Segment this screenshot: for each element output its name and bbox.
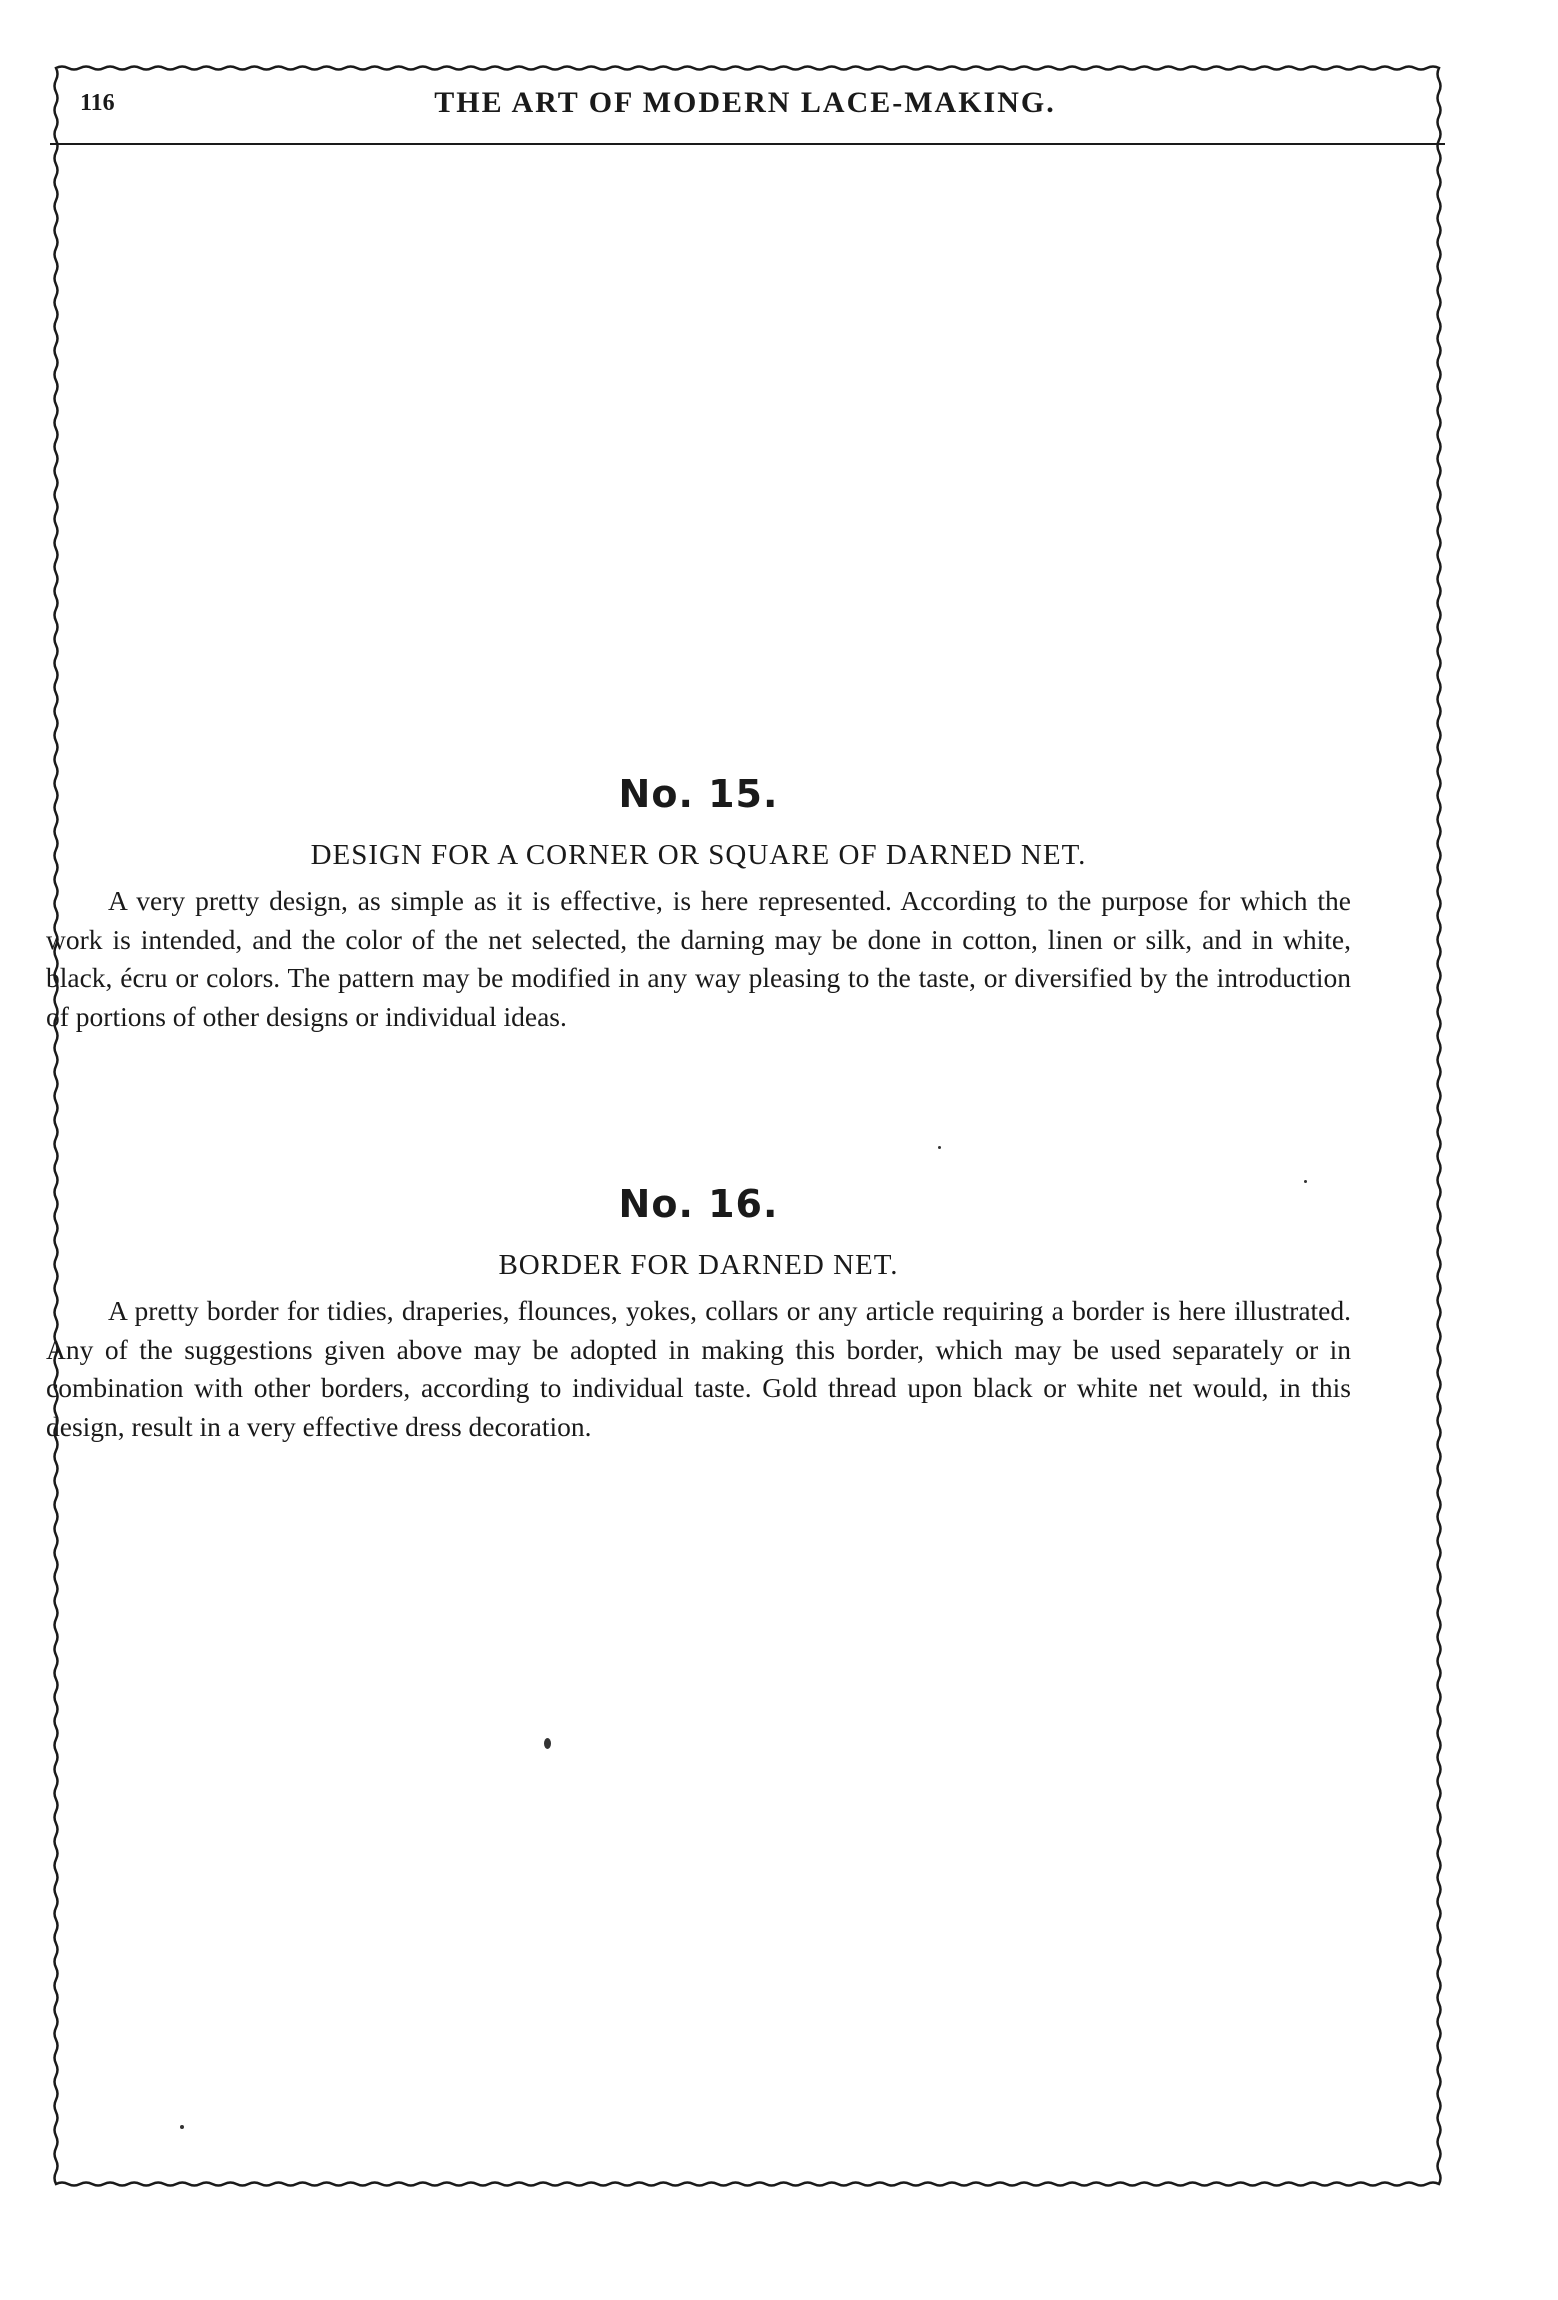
header-rule [50, 143, 1445, 145]
section-number: No. 16. [618, 1182, 779, 1226]
section-body: A pretty border for tidies, draperies, flounces, yokes, collars or any article requiring a border is here illustrated. Any of the suggestions given above may be adopted in making this border, which may be used separately or in combination with other borders, according to individual taste. Gold thread upon black or white net would, in this design, result in a very effective dress decoration. [46, 1295, 1351, 1442]
ink-speck [938, 1146, 941, 1149]
ink-speck [544, 1738, 551, 1749]
section-number: No. 15. [618, 772, 779, 816]
section-no-16 [46, 1180, 1351, 1446]
section-no-15 [46, 770, 1351, 1036]
page-number: 116 [80, 90, 115, 116]
ink-speck [180, 2125, 184, 2129]
section-title: BORDER FOR DARNED NET. [498, 1249, 899, 1281]
ink-speck [1304, 1180, 1307, 1183]
wavy-border [50, 62, 1445, 2190]
section-body: A very pretty design, as simple as it is effective, is here represented. According to the purpose for which the work is intended, and the color of the net selected, the darning may be done in cotton, linen or silk, and in white, black, écru or colors. The pattern may be modified in any way pleasing to the taste, or diversified by the introduction of portions of other designs or individual ideas. [46, 885, 1351, 1032]
section-title: DESIGN FOR A CORNER OR SQUARE OF DARNED NET. [310, 839, 1087, 871]
running-head [80, 84, 1410, 136]
running-head-title: THE ART OF MODERN LACE-MAKING. [434, 86, 1056, 119]
decorative-page-frame [50, 62, 1445, 2190]
